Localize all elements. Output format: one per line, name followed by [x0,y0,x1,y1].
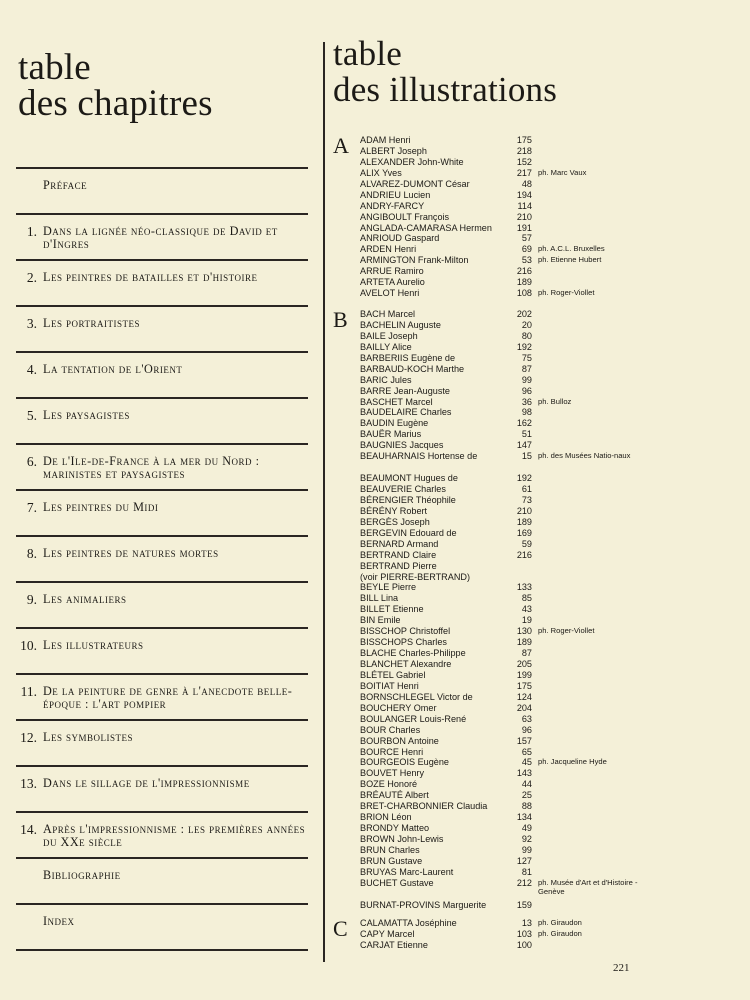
photo-credit: ph. des Musées Natio-naux [538,451,631,461]
illustration-entry [360,375,750,386]
artist-name: BLACHE Charles-Philippe [360,648,466,659]
chapter-label: De l'Ile-de-France à la mer du Nord : marinistes et paysagistes [43,454,260,481]
illustration-entry [360,429,750,440]
chapter-label: Les peintres de natures mortes [43,546,219,560]
artist-name: BRONDY Matteo [360,823,430,834]
artist-name: BARBAUD-KOCH Marthe [360,363,465,374]
illustration-entry [360,681,750,692]
chapters-title [18,47,318,124]
illustration-entry [360,878,750,900]
illustration-entry [360,929,750,940]
page-ref: 130 [516,626,532,637]
page-ref: 63 [521,713,532,724]
chapter-item [16,351,308,397]
artist-name: BOURBON Antoine [360,735,439,746]
chapters-list [16,167,308,951]
page-ref: 216 [516,549,532,560]
artist-name: BRET-CHARBONNIER Claudia [360,801,488,812]
page-ref: 192 [516,341,532,352]
illustration-entry [360,900,750,911]
illustration-entry [360,834,750,845]
page-ref: 147 [516,440,532,451]
photo-credit: ph. Jacqueline Hyde [538,757,607,767]
chapter-number: 4. [26,362,37,377]
page-ref: 108 [516,288,532,299]
page-ref: 191 [516,222,532,233]
page-ref: 85 [521,593,532,604]
chapter-label: Les animaliers [43,592,127,606]
artist-name: ARDEN Henri [360,244,417,255]
illustration-entry [360,867,750,878]
column-divider [323,42,325,962]
page-ref: 13 [521,918,532,928]
photo-credit: ph. Etienne Hubert [538,255,602,265]
illustration-entry [360,212,750,223]
artist-name: BURNAT-PROVINS Marguerite [360,899,487,910]
page-ref: 87 [521,648,532,659]
page-ref: 192 [516,473,532,484]
illustration-entry [360,179,750,190]
illustration-entry [360,757,750,768]
artist-name: ADAM Henri [360,135,411,145]
illustration-entry [360,692,750,703]
page-ref: 15 [521,451,532,462]
page-ref: 88 [521,801,532,812]
illustration-entry [360,190,750,201]
chapter-item [16,305,308,351]
illustration-entry [360,528,750,539]
illustration-entry [360,309,750,320]
page-ref: 217 [516,167,532,178]
illustration-entry [360,725,750,736]
page-ref: 73 [521,494,532,505]
illustration-entry [360,714,750,725]
page-ref: 43 [521,604,532,615]
illustrations-title-line1: table [333,34,403,73]
page-ref: 175 [516,135,532,145]
artist-name: BRUYAS Marc-Laurent [360,866,454,877]
chapter-label: Les peintres du Midi [43,500,159,514]
page-ref: 99 [521,844,532,855]
illustration-entry [360,779,750,790]
chapter-number: 1. [26,224,37,239]
chapter-label: La tentation de l'Orient [43,362,183,376]
artist-name: BLANCHET Alexandre [360,659,452,670]
illustration-entry [360,386,750,397]
illustration-entry [360,823,750,834]
chapter-number: 10. [20,638,37,653]
illustration-entry [360,157,750,168]
artist-name: BRUN Charles [360,844,420,855]
page-ref: 124 [516,691,532,702]
illustration-group [360,309,750,911]
artist-name: ALVAREZ-DUMONT César [360,178,470,189]
illustration-entry [360,495,750,506]
artist-name: BAILE Joseph [360,330,418,341]
artist-name: ANGIBOULT François [360,211,450,222]
chapter-label: Dans le sillage de l'impressionnisme [43,776,250,790]
artist-name: BACHELIN Auguste [360,319,441,330]
artist-name: BARIC Jules [360,374,412,385]
chapter-item [16,811,308,857]
artist-name: BÉRÉNY Robert [360,505,428,516]
illustration-group [360,918,750,951]
chapter-number: 6. [26,454,37,469]
artist-name: ARMINGTON Frank-Milton [360,255,469,266]
illustration-entry [360,353,750,364]
page-ref: 157 [516,735,532,746]
artist-name: BOUR Charles [360,724,421,735]
artist-name: BOITIAT Henri [360,680,419,691]
artist-name: BRION Léon [360,812,412,823]
artist-name: BOUCHERY Omer [360,702,437,713]
chapter-label: Les portraitistes [43,316,140,330]
page-ref: 175 [516,680,532,691]
chapter-number: 13. [20,776,37,791]
page-ref: 98 [521,407,532,418]
illustrations-title-line2: des illustrations [333,70,558,109]
artist-name: BÉRENGIER Théophile [360,494,456,505]
illustration-entry [360,233,750,244]
artist-name: ALIX Yves [360,167,402,178]
page-ref: 49 [521,823,532,834]
artist-name: BASCHET Marcel [360,396,433,407]
artist-name: BOUVET Henry [360,768,425,779]
artist-name: BAUDELAIRE Charles [360,407,452,418]
page-ref: 45 [521,757,532,768]
illustration-entry [360,255,750,266]
artist-name: BEYLE Pierre [360,582,417,593]
index-letter: B [333,307,348,332]
illustration-entry [360,736,750,747]
artist-name: ANRIOUD Gaspard [360,233,440,244]
page-ref: 36 [521,396,532,407]
page-ref: 133 [516,582,532,593]
chapter-label: Bibliographie [43,868,121,882]
page-ref: 143 [516,768,532,779]
chapter-label: Préface [43,178,88,192]
artist-name: BACH Marcel [360,309,416,319]
artist-name: BORNSCHLEGEL Victor de [360,691,473,702]
chapter-item [16,581,308,627]
chapter-item [16,903,308,951]
page-ref: 189 [516,637,532,648]
chapter-label: Dans la lignée néo-classique de David et d'Ingres [43,224,278,251]
photo-credit: ph. Roger-Viollet [538,288,595,298]
page-ref: 69 [521,244,532,255]
artist-name: BERGÈS Joseph [360,516,430,527]
page-ref: 169 [516,527,532,538]
artist-name: BOURGEOIS Eugène [360,757,449,768]
illustration-entry [360,146,750,157]
page-ref: 80 [521,330,532,341]
index-letter: A [333,133,349,158]
illustration-entry [360,670,750,681]
chapter-item [16,719,308,765]
artist-name: BRÉAUTÉ Albert [360,790,429,801]
photo-credit: ph. Giraudon [538,928,582,938]
illustration-entry [360,637,750,648]
page-ref: 44 [521,779,532,790]
page-ref: 48 [521,178,532,189]
page-ref: 92 [521,834,532,845]
chapter-number: 7. [26,500,37,515]
illustration-entry [360,768,750,779]
photo-credit: ph. Giraudon [538,918,582,927]
chapter-label: Les peintres de batailles et d'histoire [43,270,258,284]
artist-name: BAUËR Marius [360,429,422,440]
artist-name: BRUN Gustave [360,855,423,866]
chapter-label: Les illustrateurs [43,638,144,652]
page-ref: 51 [521,429,532,440]
illustration-entry [360,331,750,342]
photo-credit: ph. Marc Vaux [538,167,587,177]
illustration-entry [360,845,750,856]
illustration-entry [360,593,750,604]
artist-name: (voir PIERRE-BERTRAND) [360,571,470,582]
illustration-entry [360,364,750,375]
illustration-entry [360,440,750,451]
page-number: 221 [613,962,630,974]
illustration-entry [360,550,750,561]
page-ref: 194 [516,189,532,200]
illustration-entry [360,397,750,408]
page-ref: 96 [521,724,532,735]
artist-name: BAUDIN Eugène [360,418,429,429]
page-ref: 159 [516,899,532,910]
illustration-entry [360,561,750,572]
illustration-entry [360,223,750,234]
photo-credit: ph. Roger-Viollet [538,626,595,636]
page-ref: 19 [521,615,532,626]
chapter-item [16,397,308,443]
artist-name: CALAMATTA Joséphine [360,918,457,928]
chapter-item [16,167,308,213]
illustration-entry [360,582,750,593]
artist-name: BARBERIIS Eugène de [360,352,456,363]
page-ref: 99 [521,374,532,385]
artist-name: BILLET Etienne [360,604,424,615]
chapters-title-line1: table [18,47,91,88]
illustration-entry [360,168,750,179]
photo-credit: ph. A.C.L. Bruxelles [538,244,605,254]
illustration-entry [360,201,750,212]
artist-name: BIN Emile [360,615,401,626]
page-ref: 189 [516,516,532,527]
illustration-entry [360,648,750,659]
illustration-entry [360,626,750,637]
chapter-number: 11. [20,684,37,699]
artist-name: BISSCHOP Christoffel [360,626,451,637]
page-ref: 199 [516,669,532,680]
artist-name: BISSCHOPS Charles [360,637,447,648]
illustration-entry [360,659,750,670]
illustration-entry [360,703,750,714]
page-ref: 96 [521,385,532,396]
illustration-entry [360,801,750,812]
illustration-entry [360,473,750,484]
artist-name: ANDRIEU Lucien [360,189,431,200]
artist-name: BAILLY Alice [360,341,412,352]
index-letter: C [333,916,348,941]
chapter-number: 8. [26,546,37,561]
chapter-label: De la peinture de genre à l'anecdote belle-époque : l'art pompier [43,684,293,711]
illustration-entry [360,244,750,255]
illustration-group [360,135,750,299]
photo-credit: ph. Musée d'Art et d'Histoire - Genève [538,877,638,897]
chapter-item [16,673,308,719]
illustration-entry [360,615,750,626]
page-ref: 210 [516,505,532,516]
illustration-entry [360,277,750,288]
chapters-title-line2: des chapitres [18,83,213,124]
chapter-number: 14. [20,822,37,837]
artist-name: BOZE Honoré [360,779,418,790]
chapter-item [16,259,308,305]
chapter-label: Après l'impressionnisme : les premières années du XXe siècle [43,822,306,849]
chapter-label: Les symbolistes [43,730,134,744]
illustration-entry [360,856,750,867]
illustration-entry [360,517,750,528]
page-ref: 152 [516,156,532,167]
page-ref: 25 [521,790,532,801]
illustration-entry [360,506,750,517]
illustration-entry [360,604,750,615]
photo-credit: ph. Bulloz [538,396,572,406]
artist-name: ALEXANDER John-White [360,156,464,167]
page-ref: 81 [521,866,532,877]
page-ref: 204 [516,702,532,713]
chapter-item [16,489,308,535]
page-ref: 114 [517,200,532,211]
artist-name: ARTETA Aurelio [360,277,425,288]
page-ref: 59 [521,538,532,549]
page-ref: 202 [516,309,532,319]
illustration-entry [360,266,750,277]
page-ref: 134 [516,812,532,823]
chapter-item [16,857,308,903]
page-ref: 212 [516,877,532,888]
illustration-entry [360,790,750,801]
page-ref: 75 [521,352,532,363]
chapter-item [16,443,308,489]
illustration-entry [360,451,750,473]
artist-name: ANGLADA-CAMARASA Hermen [360,222,492,233]
chapter-label: Index [43,914,75,928]
artist-name: AVELOT Henri [360,288,420,299]
page-ref: 216 [516,266,532,277]
page-ref: 162 [516,418,532,429]
artist-name: ARRUE Ramiro [360,266,424,277]
artist-name: BERTRAND Claire [360,549,437,560]
artist-name: BEAUVERIE Charles [360,484,446,495]
illustration-entry [360,342,750,353]
page-ref: 103 [516,928,532,939]
illustration-entry [360,940,750,951]
artist-name: ANDRY-FARCY [360,200,425,211]
artist-name: CAPY Marcel [360,928,415,939]
chapter-item [16,213,308,259]
page-ref: 189 [516,277,532,288]
illustration-entry [360,747,750,758]
page-ref: 127 [516,855,532,866]
page-ref: 61 [521,484,532,495]
page-ref: 210 [516,211,532,222]
artist-name: BEAUHARNAIS Hortense de [360,451,478,462]
illustration-entry [360,918,750,929]
chapter-number: 12. [20,730,37,745]
page-ref: 20 [521,319,532,330]
artist-name: BROWN John-Lewis [360,834,444,845]
chapter-number: 5. [26,408,37,423]
artist-name: BAUGNIES Jacques [360,440,444,451]
chapter-item [16,535,308,581]
artist-name: BOULANGER Louis-René [360,713,467,724]
artist-name: BLÉTEL Gabriel [360,669,426,680]
artist-name: BUCHET Gustave [360,877,434,888]
artist-name: BILL Lina [360,593,399,604]
artist-name: CARJAT Etienne [360,939,428,950]
illustration-entry [360,812,750,823]
chapter-label: Les paysagistes [43,408,130,422]
chapter-number: 3. [26,316,37,331]
artist-name: BERGEVIN Edouard de [360,527,457,538]
chapter-number: 9. [26,592,37,607]
page-ref: 53 [521,255,532,266]
page-ref: 57 [521,233,532,244]
illustration-entry [360,572,750,583]
chapter-number: 2. [26,270,37,285]
illustration-entry [360,407,750,418]
page-ref: 100 [516,939,532,950]
illustration-entry [360,484,750,495]
illustration-entry [360,539,750,550]
page-ref: 87 [521,363,532,374]
illustration-entry [360,418,750,429]
illustration-entry [360,135,750,146]
page-ref: 65 [521,746,532,757]
illustration-entry [360,320,750,331]
illustrations-title [333,36,733,108]
artist-name: BEAUMONT Hugues de [360,473,458,484]
artist-name: ALBERT Joseph [360,145,427,156]
page-ref: 205 [516,659,532,670]
artist-name: BERTRAND Pierre [360,560,437,571]
artist-name: BERNARD Armand [360,538,439,549]
artist-name: BARRE Jean-Auguste [360,385,450,396]
illustration-entry [360,288,750,299]
page-ref: 218 [516,145,532,156]
artist-name: BOURCE Henri [360,746,424,757]
chapter-item [16,627,308,673]
chapter-item [16,765,308,811]
